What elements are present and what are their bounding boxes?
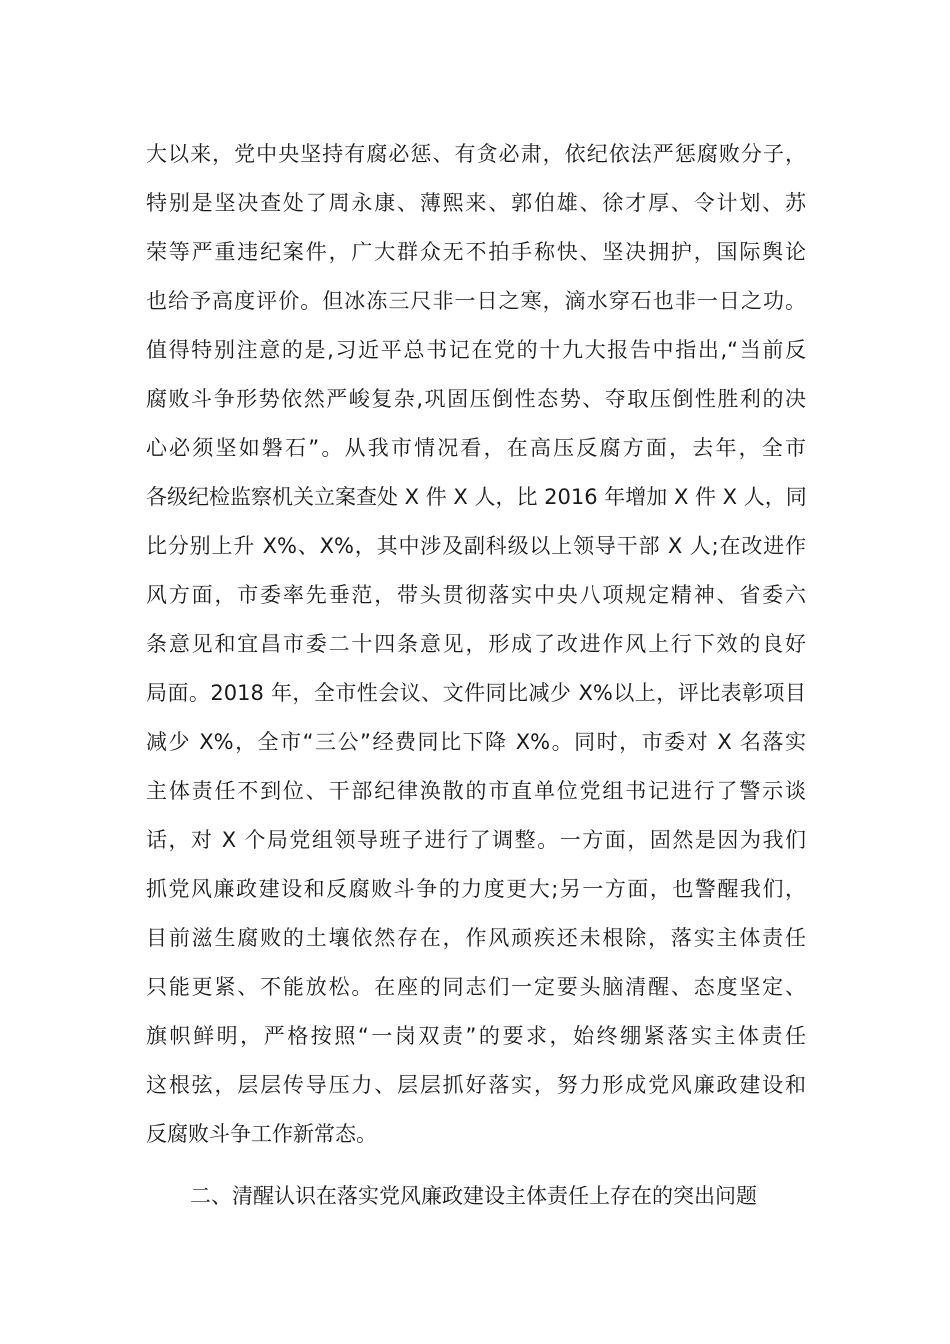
paragraph-line: 各级纪检监察机关立案查处 X 件 X 人，比 2016 年增加 X 件 X 人，同 [146, 485, 807, 509]
paragraph-line: 荣等严重违纪案件，广大群众无不拍手称快、坚决拥护，国际舆论 [146, 240, 806, 264]
paragraph-line: 只能更紧、不能放松。在座的同志们一定要头脑清醒、态度坚定、 [146, 975, 806, 999]
paragraph-line: 主体责任不到位、干部纪律涣散的市直单位党组书记进行了警示谈 [146, 779, 806, 803]
paragraph-line: 腐败斗争形势依然严峻复杂,巩固压倒性态势、夺取压倒性胜利的决 [146, 387, 806, 411]
paragraph-line: 特别是坚决查处了周永康、薄熙来、郭伯雄、徐才厚、令计划、苏 [146, 191, 806, 215]
paragraph-line: 值得特别注意的是,习近平总书记在党的十九大报告中指出,“当前反 [146, 338, 806, 362]
paragraph-line: 风方面，市委率先垂范，带头贯彻落实中央八项规定精神、省委六 [146, 583, 806, 607]
paragraph-line: 条意见和宜昌市委二十四条意见，形成了改进作风上行下效的良好 [146, 632, 806, 656]
paragraph-line: 这根弦，层层传导压力、层层抓好落实，努力形成党风廉政建设和 [146, 1073, 806, 1097]
paragraph-line: 心必须坚如磐石”。从我市情况看，在高压反腐方面，去年，全市 [146, 436, 806, 460]
paragraph-line: 减少 X%，全市“三公”经费同比下降 X%。同时，市委对 X 名落实 [146, 730, 806, 754]
paragraph-line: 大以来，党中央坚持有腐必惩、有贪必肃，依纪依法严惩腐败分子， [146, 142, 806, 166]
paragraph-line: 也给予高度评价。但冰冻三尺非一日之寒，滴水穿石也非一日之功。 [146, 289, 806, 313]
paragraph-line: 反腐败斗争工作新常态。 [146, 1122, 377, 1146]
paragraph-line: 旗帜鲜明，严格按照“一岗双责”的要求，始终绷紧落实主体责任 [146, 1024, 806, 1048]
paragraph-line: 目前滋生腐败的土壤依然存在，作风顽疾还未根除，落实主体责任 [146, 926, 806, 950]
section-heading: 二、清醒认识在落实党风廉政建设主体责任上存在的突出问题 [190, 1184, 757, 1208]
paragraph-line: 话，对 X 个局党组领导班子进行了调整。一方面，固然是因为我们 [146, 828, 806, 852]
paragraph-line: 抓党风廉政建设和反腐败斗争的力度更大;另一方面，也警醒我们， [146, 877, 806, 901]
paragraph-line: 局面。2018 年，全市性会议、文件同比减少 X%以上，评比表彰项目 [146, 681, 806, 705]
paragraph-line: 比分别上升 X%、X%，其中涉及副科级以上领导干部 X 人;在改进作 [146, 534, 806, 558]
